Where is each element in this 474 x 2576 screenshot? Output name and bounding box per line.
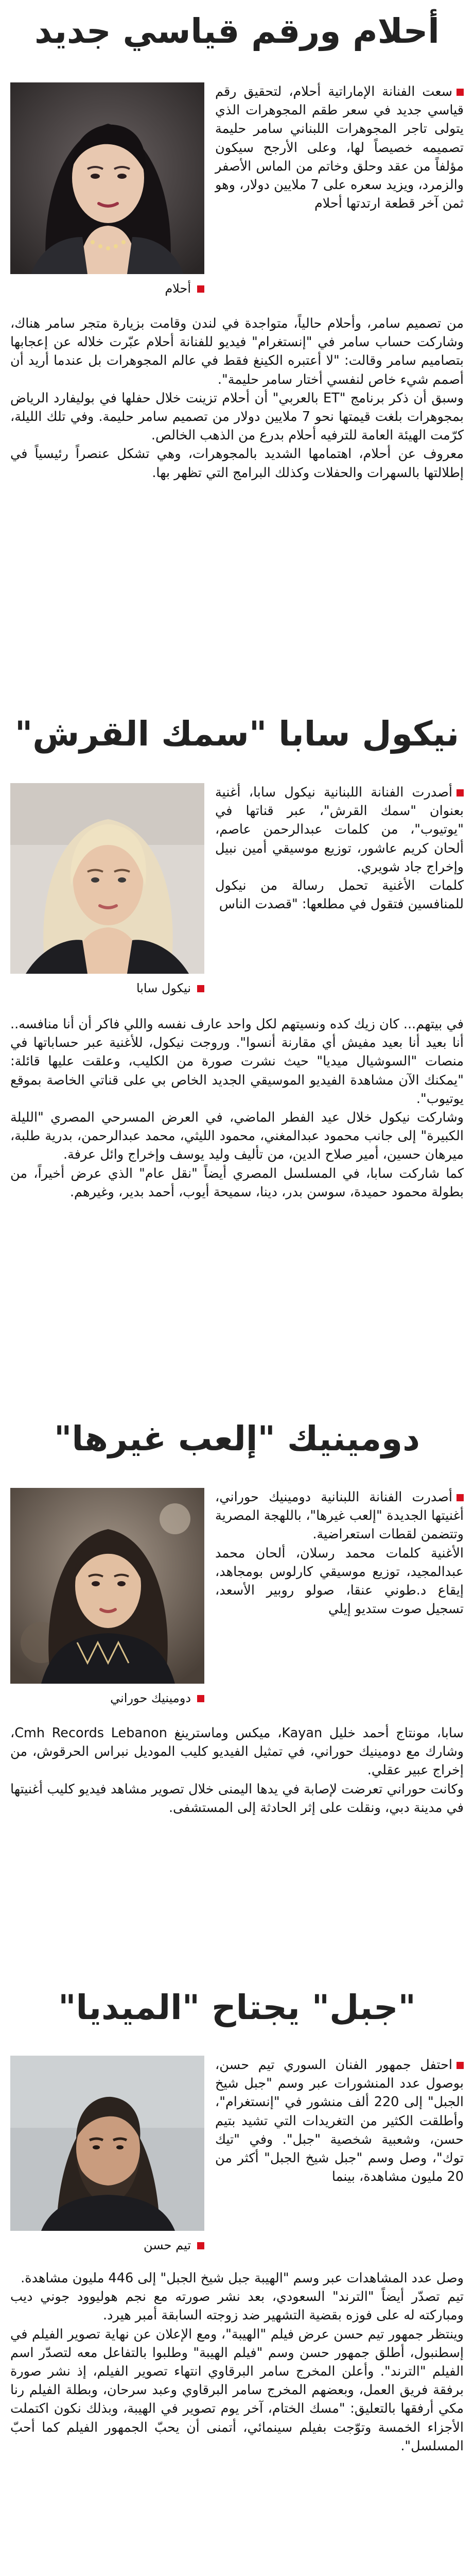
article-paragraph: أصدرت الفنانة اللبنانية دومينيك حوراني، أغنيتها الجديدة "إلعب غيرها"، باللهجة المصرية وتتضمن لقطات استعراضية.: [215, 1489, 464, 1543]
paragraph-marker-icon: [457, 2062, 464, 2069]
article-paragraph: أصدرت الفنانة اللبنانية نيكول سابا، أغنية بعنوان "سمك القرش"، عبر قناتها في "يوتيوب"، من كلمات عبدالرحمن عاصم، ألحان كريم عاشور، توزيع موسيقي أمين نبيل وإخراج جاد شويري.: [215, 785, 464, 875]
article-side-column: [215, 1488, 464, 1618]
photo-caption: [10, 1688, 204, 1708]
photo-caption: [10, 278, 204, 299]
photo-caption-text: نيكول سابا: [136, 981, 191, 995]
photo-taim-hassan: [10, 2056, 204, 2231]
article-photo: [10, 783, 204, 974]
article-paragraph: سعت الفنانة الإماراتية أحلام، لتحقيق رقم قياسي جديد في سعر طقم المجوهرات الذي يتولى تاجر المجوهرات اللبناني سامر حليمة تصميمه خصيصاً لها، وعلى الأرجح سيكون مؤلفاً من عقد وحلق وخاتم من الماس الأصفر والزمرد، ويزيد سعره على 7 ملايين دولار، وهو ثمن آخر قطعة ارتدتها أحلام: [215, 84, 464, 212]
article-headline: نيكول سابا "سمك القرش": [14, 714, 460, 754]
article-paragraph: احتفل جمهور الفنان السوري تيم حسن، بوصول عدد المنشورات عبر وسم "جبل شيخ الجبل" إلى 220 ألف منشور في "إنستغرام"، وأطلقت الكثير من التغريدات التي تشيد بتيم حسن، وشعبية شخصية "جبل". وفي "تيك توك"، وصل وسم "جبل شيخ الجبل" أكثر من 20 مليون مشاهدة، بينما: [215, 2057, 464, 2185]
caption-marker-icon: [197, 985, 204, 992]
article-photo: [10, 1488, 204, 1684]
article-paragraph: في بيتهم... كان زيك كده ونسيتهم لكل واحد عارف نفسه واللي فاكر أن أنا منافسه.. أنا بعيد أنا بعيد مفيش أي مقارنة أنسوا". وروجت نيكول، للأغنية عبر حساباتها في منصات "السوشيال ميديا" حيث نشرت صورة من الكليب، وعلقت عليها قائلة: "يمكنك الآن مشاهدة الفيديو الموسيقي الجديد الخاص بي على قناتي الخاصة بموقع يوتيوب".: [10, 1016, 464, 1107]
article-paragraph: من تصميم سامر، وأحلام حالياً، متواجدة في لندن وقامت بزيارة متجر سامر هناك، وشاركت حساب سامر في "إنستغرام" فيديو للفنانة أحلام عبّرت خلاله عن إعجابها بتصاميم سامر وقالت: "لا أعتبره الكينغ فقط في عالم المجوهرات بل عندما أريد أن أصمم شيء خاص لنفسي أختار سامر حليمة".: [10, 316, 464, 387]
caption-marker-icon: [197, 2242, 204, 2249]
article-paragraph: وشاركت نيكول خلال عيد الفطر الماضي، في العرض المسرحي المصري "الليلة الكبيرة" إلى جانب محمود عبدالمغني، محمود الليثي، محمد عبدالرحمن، بدرية طلبة، ميرهان حسين، أمير صلاح الدين، من تأليف وليد يوسف وإخراج وائل عرفة.: [10, 1110, 464, 1163]
article-paragraph: معروف عن أحلام، اهتمامها الشديد بالمجوهرات، وهي تشكل عنصراً رئيسياً في إطلالتها بالسهرات والحفلات وكذلك البرامج التي تظهر بها.: [10, 446, 464, 481]
photo-nicole-saba: [10, 783, 204, 974]
article-side-column: [215, 783, 464, 913]
article-paragraph: تيم تصدّر أيضاً "الترند" السعودي، بعد نشر صورته مع نجم هوليوود جوني ديب ومباركته له على فوزه بقضية التشهير ضد زوجته السابقة أمبر هيرد.: [10, 2289, 464, 2324]
photo-caption: [10, 2235, 204, 2256]
article-paragraph: وينتظر جمهور تيم حسن عرض فيلم "الهيبة"، ومع الإعلان عن نهاية تصوير الفيلم في إسطنبول، أطلق جمهور حسن وسم "فيلم الهيبة" وطلبوا بالتفاعل معه لتصدّر اسم الفيلم "الترند". وأعلن المخرج سامر البرقاوي انتهاء تصوير الفيلم، إذ نشر صورة برفقة فريق العمل، وبعضهم المخرج سامر البرقاوي وعبد سرحان، وبطلة الفيلم رنا مكي أرفقها بالتعليق: "مسك الختام، آخر يوم تصوير في الهيبة، وبذلك نكون اكتملت الأجزاء الخمسة وتوّجت بفيلم سينمائي، أتمنى أن يحبّ الجمهور الفيلم كما أحبّ المسلسل".: [10, 2326, 464, 2454]
article-paragraph: سابا، مونتاج أحمد خليل Kayan، ميكس وماسترينغ Cmh Records Lebanon، وشارك مع دومينيك حوراني، في تمثيل الفيديو كليب الموديل نبراس الحرقوش، من إخراج عبير عقلي.: [10, 1725, 464, 1778]
article-paragraph: الأغنية كلمات محمد رسلان، ألحان محمد عبدالمجيد، توزيع موسيقي كارلوس بومجاهد، إيقاع د.طوني عنقا، صولو روبير الأسعد، تسجيل صوت ستديو إيلي: [215, 1545, 464, 1617]
photo-caption-text: أحلام: [165, 281, 191, 296]
article-full-column: [10, 314, 464, 482]
article-full-column: [10, 1015, 464, 1201]
photo-caption-text: دومينيك حوراني: [110, 1691, 191, 1705]
article-headline: أحلام ورقم قياسي جديد: [34, 11, 440, 51]
article-photo: [10, 2056, 204, 2231]
paragraph-marker-icon: [457, 789, 464, 796]
article-headline: "جبل" يجتاح "الميديا": [58, 1988, 416, 2027]
caption-marker-icon: [197, 1695, 204, 1702]
article-paragraph: كما شاركت سابا، في المسلسل المصري أيضاً "نقل عام" الذي عرض أخيراً، من بطولة محمود حميدة، سوسن بدر، دينا، سميحة أيوب، أحمد بدير، وغيرهم.: [10, 1165, 464, 1200]
photo-ahlam: [10, 82, 204, 274]
article-side-column: [215, 82, 464, 213]
caption-marker-icon: [197, 285, 204, 293]
photo-caption-text: تيم حسن: [143, 2238, 191, 2252]
article-paragraph: وصل عدد المشاهدات عبر وسم "الهيبة جبل شيخ الجبل" إلى 446 مليون مشاهدة.: [21, 2270, 464, 2286]
article-full-column: [10, 2269, 464, 2455]
paragraph-marker-icon: [457, 1494, 464, 1501]
article-paragraph: كلمات الأغنية تحمل رسالة من نيكول للمنافسين فتقول في مطلعها: "قصدت الناس: [215, 878, 464, 912]
article-side-column: [215, 2056, 464, 2186]
photo-dominique-hourani: [10, 1488, 204, 1684]
article-paragraph: وسبق أن ذكر برنامج "ET بالعربي" أن أحلام تزينت خلال حفلها في بوليفارد الرياض بمجوهرات بلغت قيمتها نحو 7 ملايين دولار من تصميم سامر حليمة. وفي تلك الليلة، كرّمت الهيئة العامة للترفيه أحلام بدرع من الذهب الخالص.: [10, 390, 464, 444]
article-paragraph: وكانت حوراني تعرضت لإصابة في يدها اليمنى خلال تصوير مشاهد فيديو كليب أغنيتها في مدينة دبي، ونقلت على إثر الحادثة إلى المستشفى.: [10, 1781, 464, 1816]
article-headline: دومينيك "إلعب غيرها": [54, 1419, 420, 1459]
photo-caption: [10, 978, 204, 998]
article-full-column: [10, 1724, 464, 1817]
paragraph-marker-icon: [457, 89, 464, 96]
article-photo: [10, 82, 204, 274]
